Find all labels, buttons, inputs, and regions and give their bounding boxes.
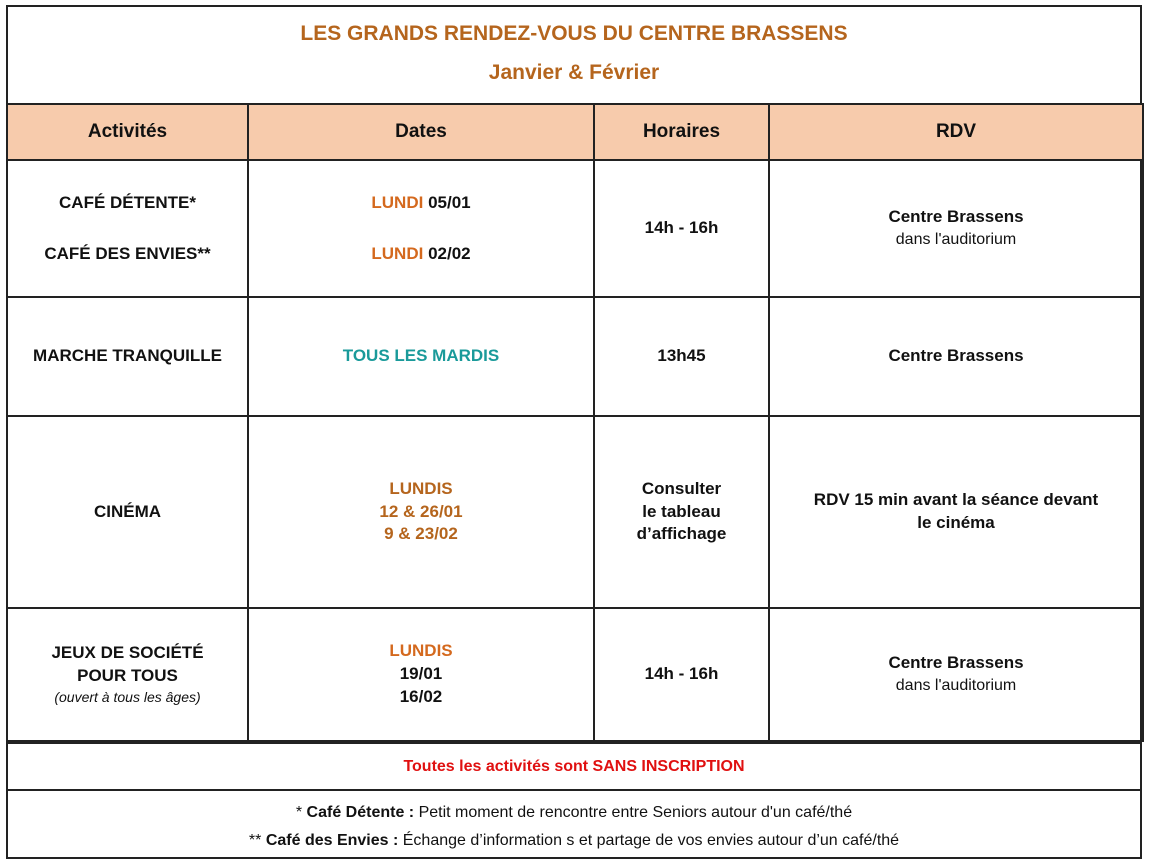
page-subtitle: Janvier & Février — [488, 61, 660, 84]
activity-cell — [7, 608, 248, 741]
footnotes — [6, 789, 1142, 859]
activity-name: JEUX DE SOCIÉTÉ — [51, 643, 204, 663]
table-row — [7, 160, 1143, 297]
footnote — [6, 799, 1142, 827]
activity-name: CAFÉ DÉTENTE* — [59, 192, 196, 212]
rdv-detail: dans l'auditorium — [895, 231, 1017, 249]
day-label: LUNDI — [371, 243, 424, 263]
dates-line: 9 & 23/02 — [384, 524, 458, 544]
schedule-table — [6, 103, 1144, 742]
rdv-cell — [769, 416, 1143, 608]
header-dates: Dates — [248, 104, 594, 160]
rdv-location: Centre Brassens — [888, 207, 1024, 227]
day-label: LUNDIS — [389, 641, 453, 661]
date-entry — [253, 192, 589, 215]
header-rdv: RDV — [769, 104, 1143, 160]
footnote-text: Petit moment de rencontre entre Seniors autour d'un café/thé — [414, 804, 853, 821]
date-entry — [253, 243, 589, 266]
rdv-location: Centre Brassens — [888, 653, 1024, 673]
rdv-cell: Centre Brassens — [769, 297, 1143, 416]
dates-line: LUNDIS — [389, 478, 453, 498]
date-value: 05/01 — [423, 192, 471, 212]
dates-line: 12 & 26/01 — [379, 501, 463, 521]
time-line: d’affichage — [636, 524, 727, 544]
rdv-line: RDV 15 min avant la séance devant — [813, 490, 1099, 510]
footnote-marker: ** — [248, 832, 266, 849]
footnote — [6, 827, 1142, 855]
date-value: 02/02 — [423, 243, 471, 263]
time-line: Consulter — [641, 478, 722, 498]
rdv-detail: dans l'auditorium — [895, 677, 1017, 695]
footnote-text: Échange d’information s et partage de vos envies autour d’un café/thé — [398, 832, 900, 849]
time-line: le tableau — [642, 501, 721, 521]
footnote-marker: * — [295, 804, 307, 821]
page-title: LES GRANDS RENDEZ-VOUS DU CENTRE BRASSENS — [300, 22, 848, 45]
dates-cell — [248, 160, 594, 297]
dates-cell — [248, 608, 594, 741]
title-block — [6, 5, 1142, 104]
date-value: 16/02 — [399, 686, 443, 706]
header-row — [7, 104, 1143, 160]
time-cell: 14h - 16h — [594, 608, 769, 741]
activity-name: CAFÉ DES ENVIES** — [44, 243, 211, 263]
activity-cell: MARCHE TRANQUILLE — [7, 297, 248, 416]
time-cell: 14h - 16h — [594, 160, 769, 297]
dates-cell: TOUS LES MARDIS — [248, 297, 594, 416]
activity-note: (ouvert à tous les âges) — [54, 688, 201, 705]
time-cell: 13h45 — [594, 297, 769, 416]
rdv-line: le cinéma — [917, 513, 995, 532]
activity-name: POUR TOUS — [77, 666, 178, 686]
activity-cell: CINÉMA — [7, 416, 248, 608]
rdv-cell — [769, 608, 1143, 741]
footnote-term: Café Détente : — [306, 804, 415, 821]
header-times: Horaires — [594, 104, 769, 160]
time-cell — [594, 416, 769, 608]
table-row — [7, 297, 1143, 416]
footnote-term: Café des Envies : — [265, 832, 399, 849]
table-row — [7, 416, 1143, 608]
activity-cell — [7, 160, 248, 297]
date-value: 19/01 — [399, 664, 443, 684]
rdv-cell — [769, 160, 1143, 297]
dates-cell — [248, 416, 594, 608]
day-label: LUNDI — [371, 192, 424, 212]
header-activities: Activités — [7, 104, 248, 160]
table-row — [7, 608, 1143, 741]
registration-notice: Toutes les activités sont SANS INSCRIPTION — [6, 742, 1142, 790]
